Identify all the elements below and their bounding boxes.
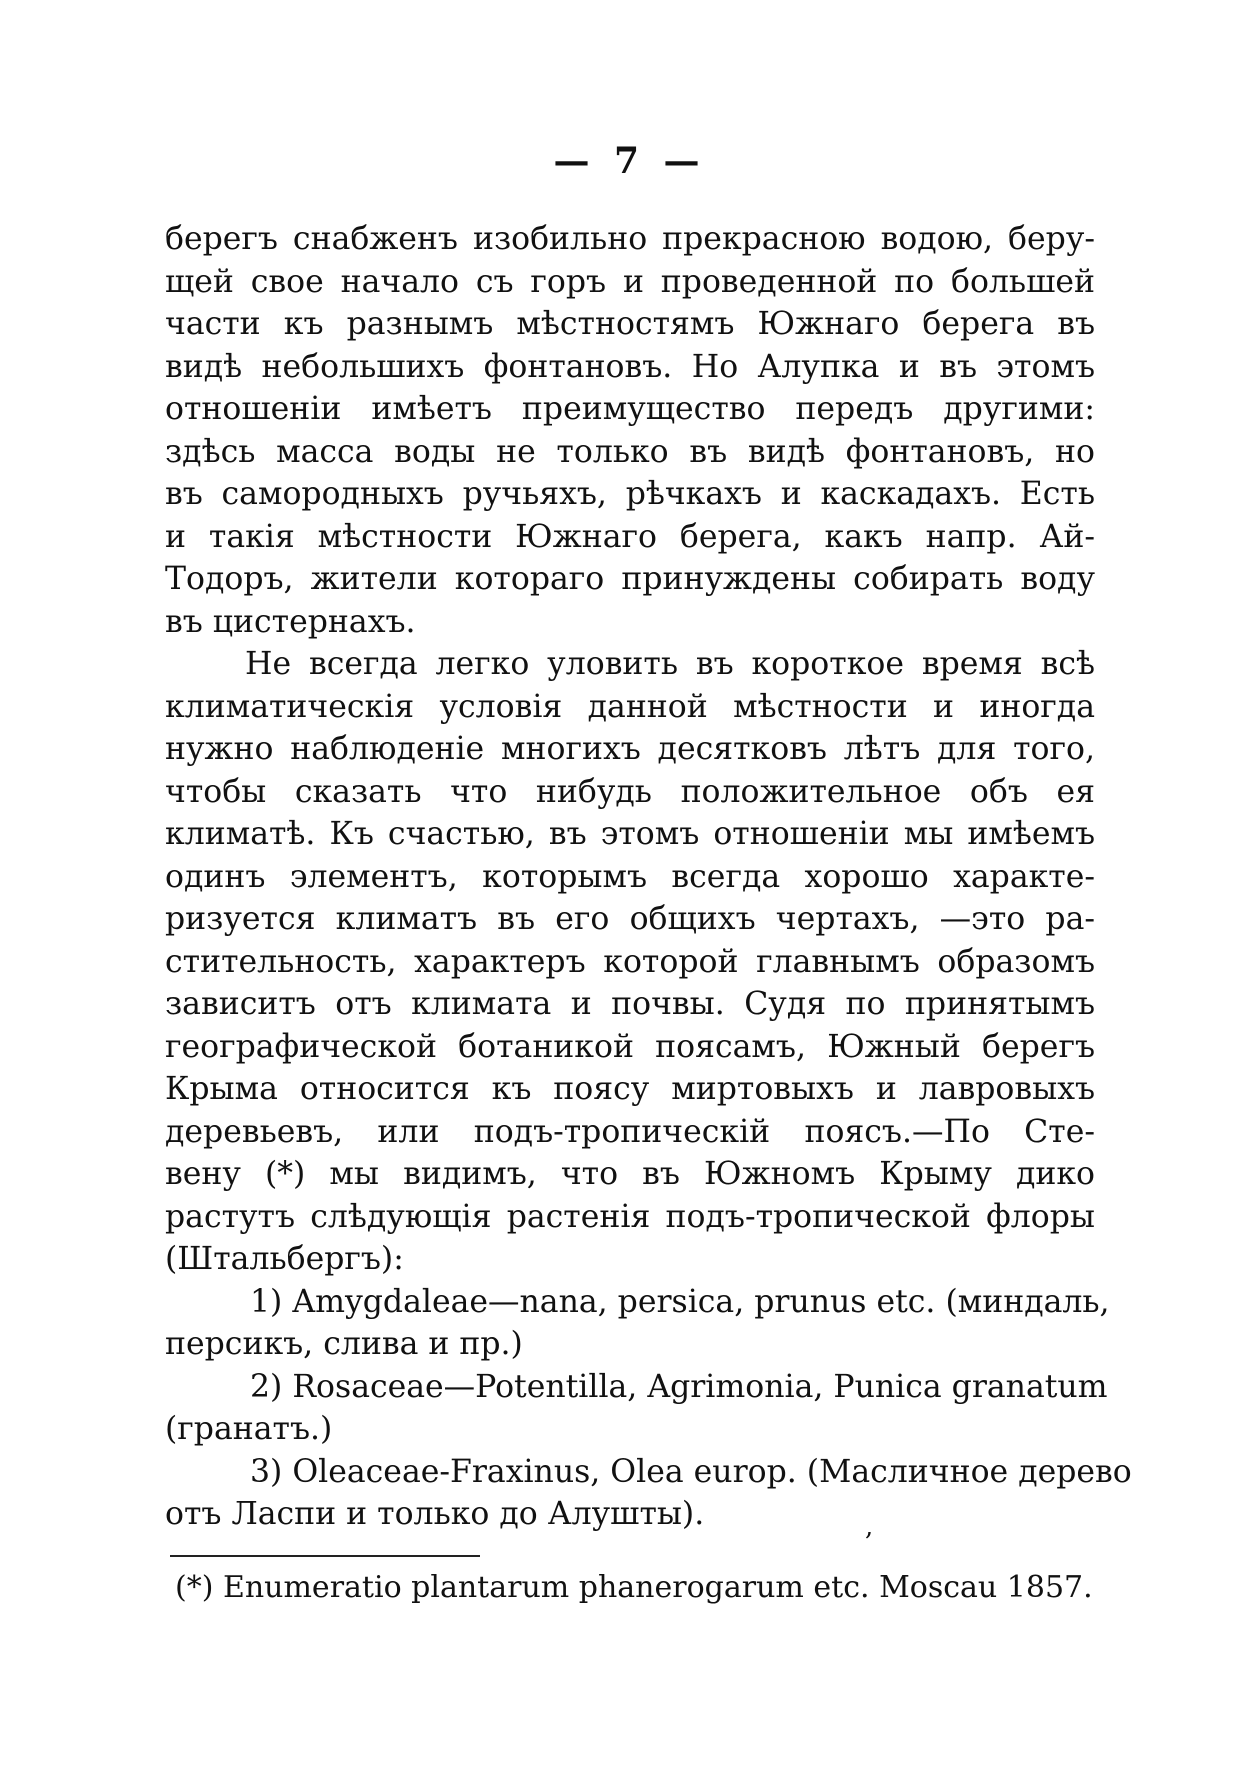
- text-line: (гранатъ.): [165, 1411, 333, 1447]
- text-line: видѣ небольшихъ фонтановъ. Но Алупка и въ этомъ: [165, 348, 1095, 385]
- text-line: климатѣ. Къ счастью, въ этомъ отношеніи мы имѣемъ: [165, 816, 1095, 852]
- text-line: персикъ, слива и пр.): [165, 1326, 523, 1362]
- text-line: чтобы сказать что нибудь положительное объ ея: [165, 773, 1095, 810]
- text-line: и такія мѣстности Южнаго берега, какъ напр. Ай-: [165, 518, 1095, 555]
- stray-mark: ,: [865, 1512, 874, 1542]
- text-line: отношеніи имѣетъ преимущество передъ другими:: [165, 391, 1095, 427]
- text-line: Тодоръ, жители котораго принуждены собирать воду: [165, 561, 1095, 597]
- text-line: въ цистернахъ.: [165, 603, 416, 640]
- page-number: — 7 —: [553, 140, 706, 182]
- text-line: (Штальбергъ):: [165, 1241, 404, 1277]
- list-item-line: 3) Oleaceae-Fraxinus, Olea europ. (Масличное дерево: [250, 1453, 1132, 1490]
- text-line: вену (*) мы видимъ, что въ Южномъ Крыму дико: [165, 1156, 1095, 1192]
- text-line: географической ботаникой поясамъ, Южный берегъ: [165, 1028, 1095, 1065]
- text-line: здѣсь масса воды не только въ видѣ фонтановъ, но: [165, 433, 1095, 470]
- text-line: деревьевъ, или подъ-тропическій поясъ.—По Сте-: [165, 1113, 1095, 1150]
- text-line: зависитъ отъ климата и почвы. Судя по принятымъ: [165, 986, 1095, 1022]
- text-line: Крыма относится къ поясу миртовыхъ и лавровыхъ: [165, 1071, 1095, 1107]
- text-line: части къ разнымъ мѣстностямъ Южнаго берега въ: [165, 306, 1095, 342]
- main-text: [165, 218, 1132, 1536]
- text-line: ризуется климатъ въ его общихъ чертахъ, —это ра-: [165, 901, 1095, 937]
- paragraph-start-line: Не всегда легко уловить въ короткое время всѣ: [245, 646, 1095, 682]
- text-line: климатическія условія данной мѣстности и иногда: [165, 688, 1095, 725]
- text-line: стительность, характеръ которой главнымъ образомъ: [165, 943, 1095, 980]
- footnote: (*) Enumeratio plantarum phanerogarum etc. Moscau 1857.: [175, 1570, 1093, 1605]
- text-line: одинъ элементъ, которымъ всегда хорошо характе-: [165, 858, 1095, 895]
- text-line: берегъ снабженъ изобильно прекрасною водою, беру-: [165, 221, 1095, 257]
- text-line: отъ Ласпи и только до Алушты).: [165, 1496, 705, 1532]
- text-line: щей свое начало съ горъ и проведенной по большей: [165, 263, 1095, 300]
- list-item-line: 1) Amygdaleae—nana, persica, prunus etc. (миндаль,: [250, 1283, 1110, 1320]
- text-line: растутъ слѣдующія растенія подъ-тропической флоры: [165, 1198, 1095, 1235]
- list-item-line: 2) Rosaceae—Potentilla, Agrimonia, Punica granatum: [250, 1368, 1108, 1405]
- text-line: нужно наблюденіе многихъ десятковъ лѣтъ для того,: [165, 731, 1095, 767]
- text-line: въ самородныхъ ручьяхъ, рѣчкахъ и каскадахъ. Есть: [165, 476, 1095, 512]
- footnote-divider: [170, 1555, 480, 1557]
